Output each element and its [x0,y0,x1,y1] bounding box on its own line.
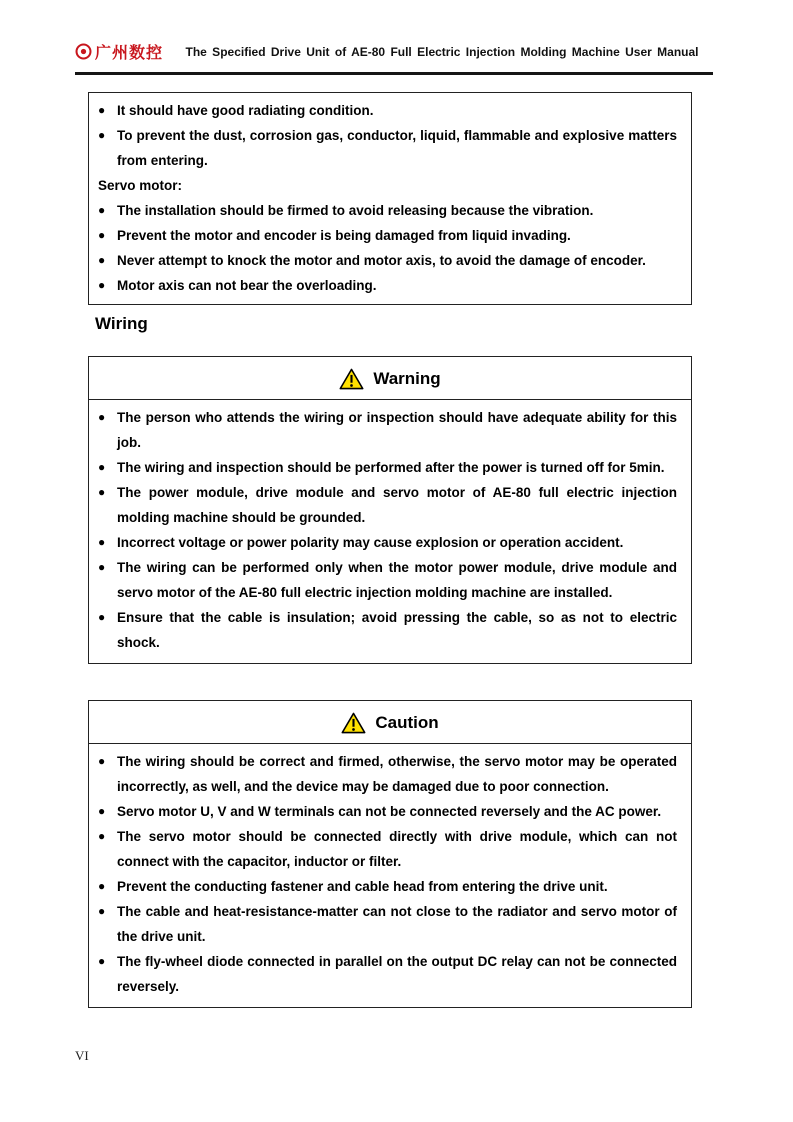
list-item [89,555,691,605]
item-text: Incorrect voltage or power polarity may cause explosion or operation accident. [117,535,624,550]
logo-icon [75,43,92,60]
caution-icon [341,712,366,734]
page-header [75,40,713,75]
bullet-icon: ● [98,904,106,918]
caution-title: Caution [375,713,439,732]
bullet-icon: ● [98,228,106,242]
list-item [89,198,691,223]
header-title: The Specified Drive Unit of AE-80 Full Electric Injection Molding Machine User Manual [185,44,699,59]
item-text: To prevent the dust, corrosion gas, conductor, liquid, flammable and explosive matters from entering. [117,128,677,168]
item-text: Ensure that the cable is insulation; avoid pressing the cable, so as not to electric shock. [117,610,677,650]
list-item [89,874,691,899]
caution-box-header [89,701,691,744]
item-text: The servo motor should be connected directly with drive module, which can not connect with the capacitor, inductor or filter. [117,829,677,869]
bullet-icon: ● [98,879,106,893]
bullet-icon: ● [98,485,106,499]
list-item [89,98,691,123]
item-text: Motor axis can not bear the overloading. [117,278,377,293]
item-text: The cable and heat-resistance-matter can not close to the radiator and servo motor of the drive unit. [117,904,677,944]
safety-notes-box [88,92,692,305]
item-text: Servo motor U, V and W terminals can not be connected reversely and the AC power. [117,804,662,819]
list-item [89,605,691,655]
bullet-icon: ● [98,460,106,474]
page-footer [75,1048,89,1064]
list-item [89,799,691,824]
list-item [89,530,691,555]
servo-motor-label: Servo motor: [98,178,183,193]
bullet-icon: ● [98,829,106,843]
list-item [89,949,691,999]
list-item [89,899,691,949]
bullet-icon: ● [98,410,106,424]
page-number: VI [75,1048,89,1063]
item-text: The wiring should be correct and firmed, otherwise, the servo motor may be operated incorrectly, as well, and the device may be damaged due to poor connection. [117,754,677,794]
item-text: The wiring can be performed only when the motor power module, drive module and servo motor of the AE-80 full electric injection molding machine are installed. [117,560,677,600]
caution-box-body [89,744,691,1007]
list-item [89,405,691,455]
list-item [89,480,691,530]
item-text: The wiring and inspection should be performed after the power is turned off for 5min. [117,460,665,475]
item-text: Prevent the conducting fastener and cable head from entering the drive unit. [117,879,608,894]
bullet-icon: ● [98,954,106,968]
item-text: The fly-wheel diode connected in parallel on the output DC relay can not be connected reversely. [117,954,677,994]
item-text: The installation should be firmed to avoid releasing because the vibration. [117,203,594,218]
bullet-icon: ● [98,203,106,217]
bullet-icon: ● [98,754,106,768]
item-text: Prevent the motor and encoder is being damaged from liquid invading. [117,228,571,243]
item-text: Never attempt to knock the motor and motor axis, to avoid the damage of encoder. [117,253,646,268]
warning-icon [339,368,364,390]
item-text: The person who attends the wiring or inspection should have adequate ability for this job. [117,410,677,450]
list-item [89,123,691,173]
bullet-icon: ● [98,103,106,117]
bullet-icon: ● [98,278,106,292]
list-item [89,824,691,874]
bullet-icon: ● [98,560,106,574]
caution-box [88,700,692,1008]
list-item [89,273,691,298]
list-item [89,248,691,273]
warning-title: Warning [373,369,441,388]
bullet-icon: ● [98,610,106,624]
item-text: The power module, drive module and servo motor of AE-80 full electric injection molding machine should be grounded. [117,485,677,525]
section-heading-wiring: Wiring [95,314,148,333]
list-item [89,749,691,799]
warning-box [88,356,692,664]
bullet-icon: ● [98,535,106,549]
list-item [89,223,691,248]
warning-box-header [89,357,691,400]
bullet-icon: ● [98,128,106,142]
bullet-icon: ● [98,253,106,267]
logo-text: 广州数控 [95,45,164,62]
bullet-icon: ● [98,804,106,818]
warning-box-body [89,400,691,663]
brand-logo [75,40,163,63]
list-item [89,455,691,480]
item-text: It should have good radiating condition. [117,103,374,118]
